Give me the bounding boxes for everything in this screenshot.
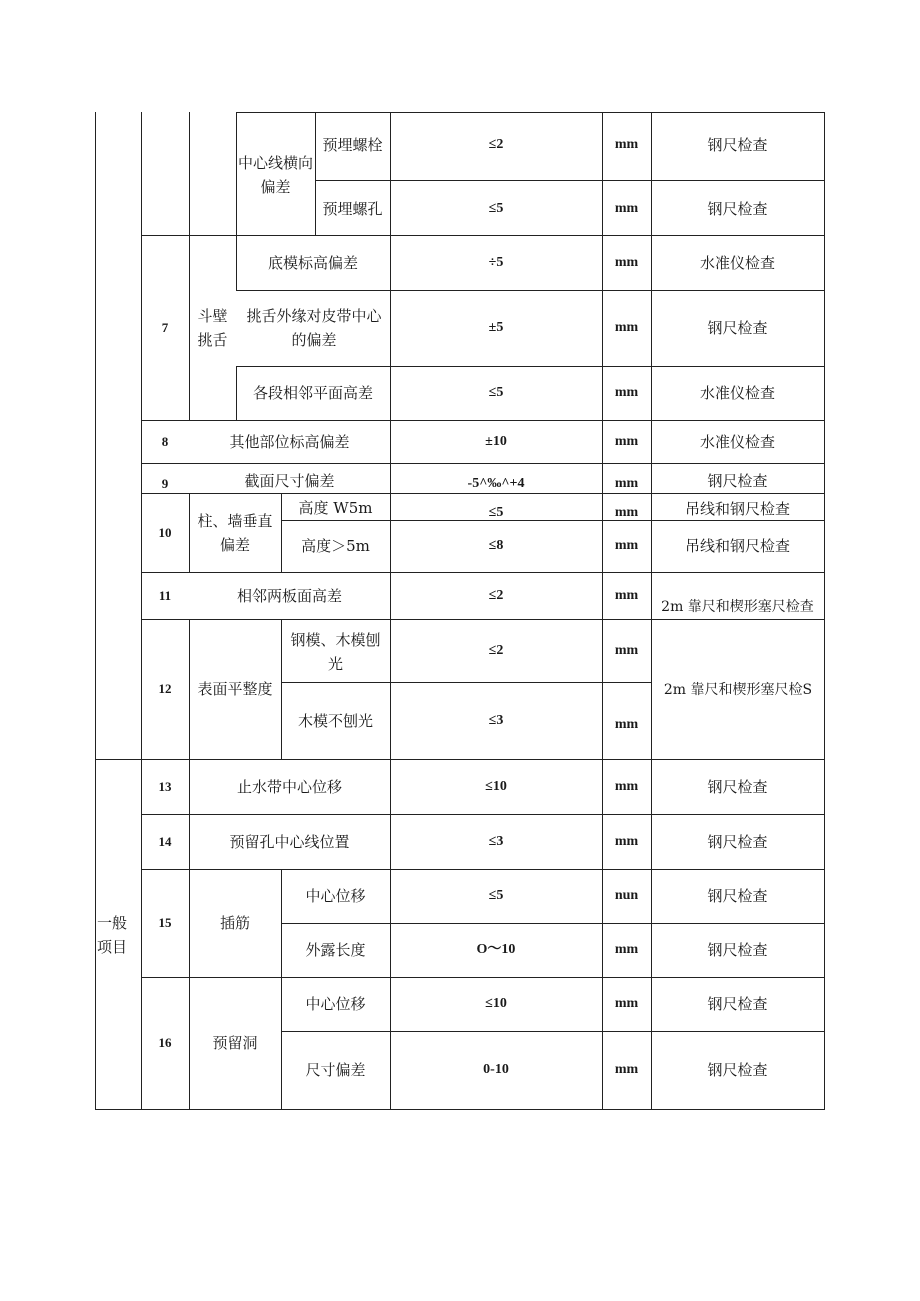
allowed-value: ≤5	[488, 888, 504, 903]
check-method: 钢尺检查	[707, 832, 768, 851]
unit: mm	[614, 716, 639, 732]
allowed-value: ≤3	[488, 712, 504, 728]
rule	[141, 463, 824, 464]
item-name: 止水带中心位移	[236, 777, 342, 796]
allowed-value: ≤2	[488, 642, 504, 658]
check-method: 钢尺检查	[707, 472, 768, 490]
sub-item: 预埋螺栓	[322, 136, 383, 154]
rule	[824, 112, 825, 1110]
row-number: 10	[158, 524, 172, 540]
check-method: 钢尺检查	[707, 319, 768, 337]
check-method: 钢尺检查	[707, 941, 768, 959]
allowed-value: ±5	[488, 320, 504, 335]
row-number: 7	[161, 319, 169, 335]
sub-item: 中心位移	[305, 995, 366, 1013]
sub-item: 高度＞5m	[301, 537, 370, 555]
sub-item: 钢模、木模刨光	[290, 631, 381, 673]
item-name: 其他部位标高偏差	[229, 432, 350, 451]
unit: mm	[614, 587, 639, 603]
unit: mm	[614, 137, 639, 152]
allowed-value: ≤8	[488, 538, 504, 553]
row-number: 12	[158, 681, 172, 696]
sub-item: 各段相邻平面高差	[252, 384, 373, 402]
check-method: 吊线和钢尺检查	[684, 500, 790, 518]
allowed-value: ≤2	[488, 137, 504, 152]
row-number: 9	[161, 476, 169, 491]
check-method: 2m 靠尺和楔形塞尺检S	[663, 682, 813, 698]
unit: mm	[614, 200, 639, 216]
rule	[189, 112, 190, 420]
allowed-value: ≤5	[488, 505, 504, 520]
allowed-value: ≤2	[488, 587, 504, 603]
allowed-value: ≤3	[488, 833, 504, 849]
sub-item: 挑舌外缘对皮带中心的偏差	[246, 307, 382, 349]
row-number: 11	[158, 587, 172, 603]
allowed-value: O～10	[476, 942, 516, 957]
unit: mm	[614, 385, 639, 400]
check-method: 水准仪检查	[699, 384, 775, 402]
check-method: 钢尺检查	[707, 995, 768, 1013]
check-method: 水准仪检查	[699, 432, 775, 451]
unit: nun	[614, 888, 639, 903]
row-number: 8	[161, 433, 169, 449]
rule	[189, 493, 190, 572]
allowed-value: ≤10	[485, 778, 507, 794]
unit: mm	[614, 254, 639, 270]
unit: mm	[614, 642, 639, 658]
sub-item: 预埋螺孔	[322, 199, 383, 218]
unit: mm	[614, 996, 639, 1011]
allowed-value: ±10	[485, 433, 507, 449]
sub-item: 中心位移	[305, 887, 366, 905]
sub-item: 木模不刨光	[297, 711, 373, 730]
check-method: 钢尺检查	[707, 887, 768, 905]
item-name: 相邻两板面高差	[236, 586, 342, 605]
item-name: 表面平整度	[197, 680, 273, 698]
allowed-value: ≤10	[485, 996, 507, 1011]
check-method: 水准仪检查	[699, 253, 775, 272]
item-name: 斗壁 挑舌	[197, 307, 228, 349]
row-number: 14	[158, 833, 172, 849]
unit: mm	[614, 833, 639, 849]
row-number: 13	[158, 778, 172, 794]
unit: mm	[614, 320, 639, 335]
rule	[95, 1109, 825, 1110]
item-name: 柱、墙垂直偏差	[197, 512, 273, 554]
allowed-value: 0-10	[483, 1062, 509, 1077]
sub-item: 尺寸偏差	[305, 1061, 366, 1079]
item-name: 预留洞	[212, 1034, 258, 1052]
sub-item-text: 高度 W5m	[298, 499, 373, 517]
unit: mm	[614, 778, 639, 794]
rule	[315, 180, 824, 181]
row-number: 16	[158, 1035, 172, 1050]
check-method: 钢尺检查	[707, 136, 768, 154]
check-method: 2m 靠尺和楔形塞尺检查	[661, 599, 814, 615]
unit: mm	[614, 433, 639, 449]
sub-item	[281, 496, 390, 520]
item-name: 预留孔中心线位置	[229, 832, 350, 851]
unit: mm	[614, 505, 639, 520]
unit: mm	[614, 942, 639, 957]
check-method: 钢尺检查	[707, 199, 768, 218]
allowed-value: -5^‰^+4	[467, 476, 525, 491]
unit: mm	[614, 538, 639, 553]
item-name: 截面尺寸偏差	[244, 472, 335, 490]
allowed-value: ≤5	[488, 385, 504, 400]
row-number: 15	[158, 915, 172, 930]
check-method: 钢尺检查	[707, 1061, 768, 1079]
category-label: 一般 项目	[97, 914, 128, 956]
rule	[236, 112, 824, 113]
check-method: 吊线和钢尺检查	[684, 537, 790, 555]
allowed-value: ≤5	[488, 200, 504, 216]
unit: mm	[614, 1062, 639, 1077]
sub-item: 外露长度	[305, 941, 366, 959]
item-name: 插筋	[219, 914, 250, 932]
unit: mm	[614, 476, 639, 491]
check-method: 钢尺检查	[707, 777, 768, 796]
sub-item: 底模标高偏差	[267, 253, 358, 272]
item-name: 中心线横向偏差	[237, 154, 313, 196]
allowed-value: ÷5	[488, 254, 504, 270]
